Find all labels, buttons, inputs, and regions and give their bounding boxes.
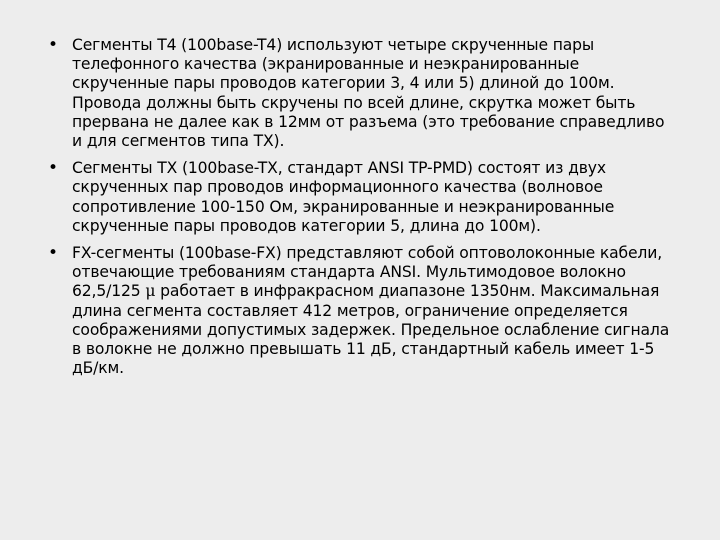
bullet-dot-icon: • [48, 35, 58, 55]
bullet-text-t4: Сегменты Т4 (100base-T4) используют четыре скрученные пары телефонного качества (экранированные и неэкранированные скрученные пары проводов категории 3, 4 или 5) длиной до 100м. Провода должны быть скручены по всей длине, скрутка может быть прервана не далее как в 12мм от разъема (это требование справедливо и для сегментов типа ТХ). [72, 36, 665, 151]
bullet-dot-icon: • [48, 158, 58, 179]
bullet-list [48, 36, 670, 378]
bullet-dot-icon: • [48, 243, 58, 264]
micro-symbol: μ [145, 282, 156, 301]
bullet-text-fx-before: FX-сегменты (100base-FX) представляют собой оптоволоконные кабели, отвечающие требованиям стандарта ANSI. Мультимодовое волокно 62,5/125 [72, 244, 663, 301]
bullet-text-fx-after: работает в инфракрасном диапазоне 1350нм. Максимальная длина сегмента составляет 412 метров, ограничение определяется соображениями допустимых задержек. Предельное ослабление сигнала в волокне не должно превышать 11 дБ, стандартный кабель имеет 1-5 дБ/км. [72, 282, 670, 378]
bullet-text-tx: Сегменты TX (100base-TX, стандарт ANSI TP-PMD) состоят из двух скрученных пар проводов информационного качества (волновое сопротивление 100-150 Ом, экранированные и неэкранированные скрученные пары проводов категории 5, длина до 100м). [72, 159, 615, 235]
bullet-item-tx [48, 159, 670, 236]
bullet-item-t4 [48, 36, 670, 151]
bullet-item-fx [48, 244, 670, 378]
